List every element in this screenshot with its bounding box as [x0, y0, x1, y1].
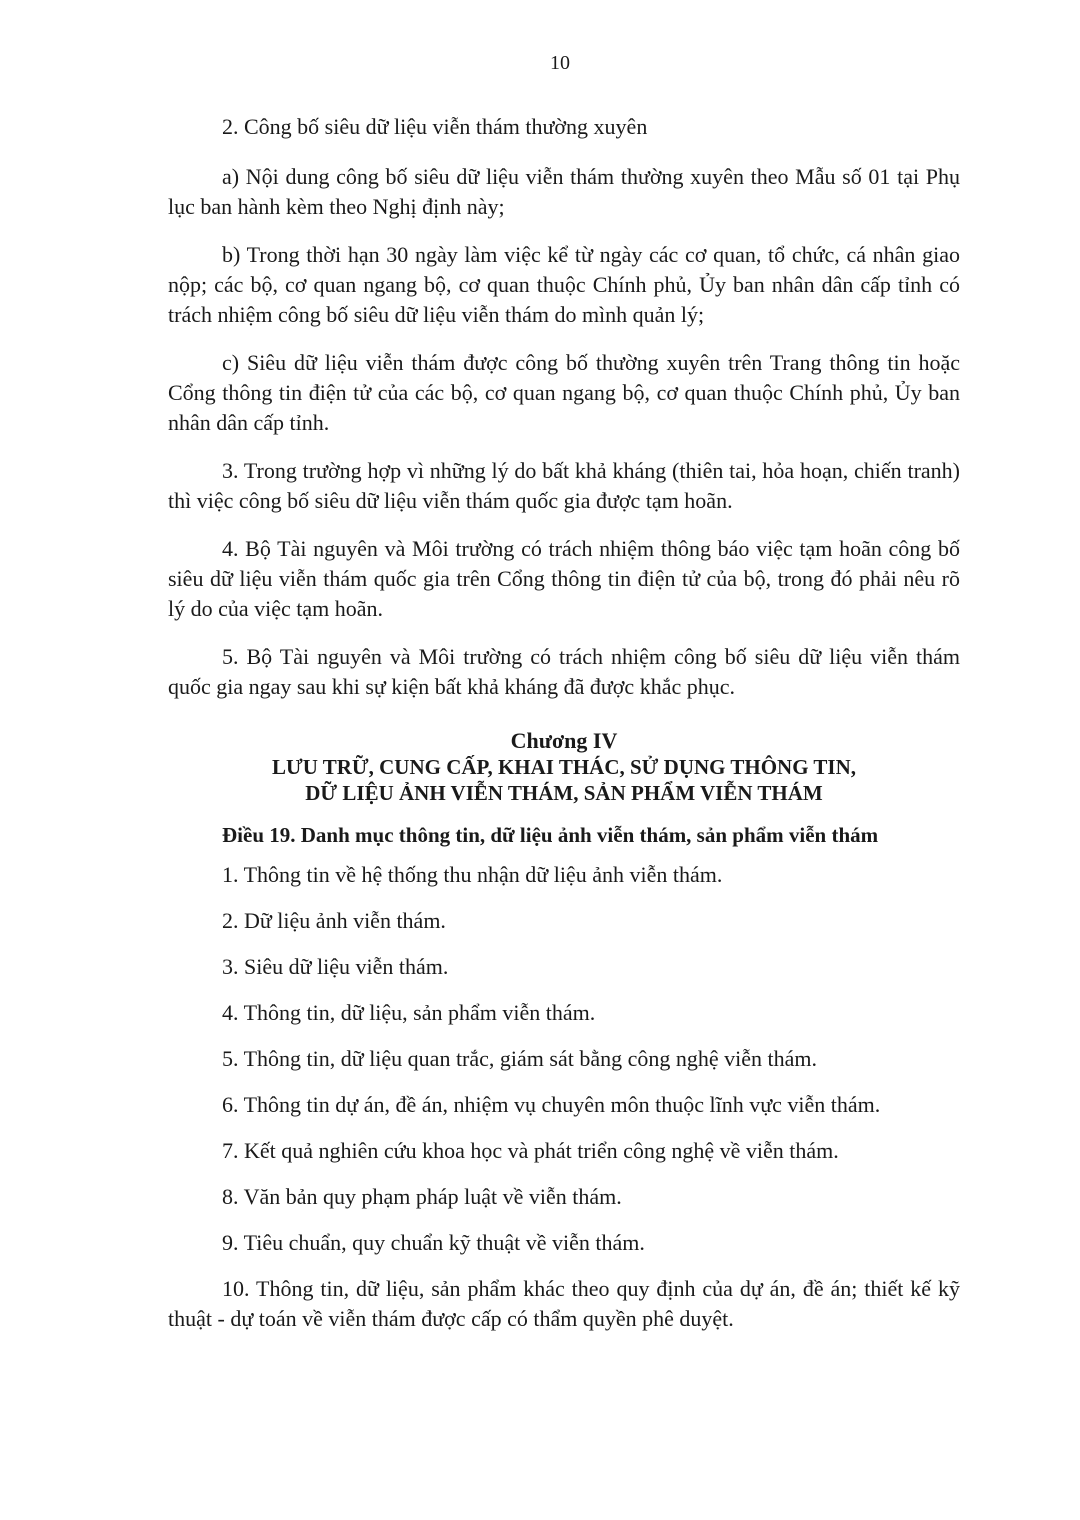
section-2-heading: 2. Công bố siêu dữ liệu viễn thám thường xuyên: [222, 114, 648, 139]
paragraph-3: 3. Trong trường hợp vì những lý do bất khả kháng (thiên tai, hỏa hoạn, chiến tranh) thì việc công bố siêu dữ liệu viễn thám quốc gia được tạm hoãn.: [168, 458, 960, 513]
document-body: [168, 112, 960, 1350]
list-item: 3. Siêu dữ liệu viễn thám.: [222, 954, 449, 979]
list-item: 7. Kết quả nghiên cứu khoa học và phát triển công nghệ về viễn thám.: [222, 1138, 839, 1163]
paragraph-c: c) Siêu dữ liệu viễn thám được công bố thường xuyên trên Trang thông tin hoặc Cổng thông tin điện tử của các bộ, cơ quan ngang bộ, cơ quan thuộc Chính phủ, Ủy ban nhân dân cấp tỉnh.: [168, 350, 960, 435]
paragraph-5: 5. Bộ Tài nguyên và Môi trường có trách nhiệm công bố siêu dữ liệu viễn thám quốc gia ngay sau khi sự kiện bất khả kháng đã được khắc phục.: [168, 644, 960, 699]
list-item: 8. Văn bản quy phạm pháp luật về viễn thám.: [222, 1184, 622, 1209]
page-number: 10: [550, 52, 570, 74]
paragraph-a: a) Nội dung công bố siêu dữ liệu viễn thám thường xuyên theo Mẫu số 01 tại Phụ lục ban hành kèm theo Nghị định này;: [168, 164, 960, 219]
list-item: 10. Thông tin, dữ liệu, sản phẩm khác theo quy định của dự án, đề án; thiết kế kỹ thuật - dự toán về viễn thám được cấp có thẩm quyền phê duyệt.: [168, 1276, 960, 1331]
list-item: 6. Thông tin dự án, đề án, nhiệm vụ chuyên môn thuộc lĩnh vực viễn thám.: [222, 1092, 881, 1117]
list-item: 1. Thông tin về hệ thống thu nhận dữ liệu ảnh viễn thám.: [222, 862, 723, 887]
chapter-label: Chương IV: [510, 728, 618, 753]
chapter-title-line-2: DỮ LIỆU ẢNH VIỄN THÁM, SẢN PHẨM VIỄN THÁM: [305, 781, 823, 805]
list-item: 9. Tiêu chuẩn, quy chuẩn kỹ thuật về viễn thám.: [222, 1230, 645, 1255]
article-19-heading: Điều 19. Danh mục thông tin, dữ liệu ảnh viễn thám, sản phẩm viễn thám: [222, 823, 879, 847]
paragraph-b: b) Trong thời hạn 30 ngày làm việc kể từ ngày các cơ quan, tổ chức, cá nhân giao nộp; các bộ, cơ quan ngang bộ, cơ quan thuộc Chính phủ, Ủy ban nhân dân cấp tỉnh có trách nhiệm công bố siêu dữ liệu viễn thám do mình quản lý;: [168, 242, 960, 327]
list-item: 4. Thông tin, dữ liệu, sản phẩm viễn thám.: [222, 1000, 596, 1025]
chapter-title-line-1: LƯU TRỮ, CUNG CẤP, KHAI THÁC, SỬ DỤNG THÔNG TIN,: [272, 755, 856, 779]
paragraph-4: 4. Bộ Tài nguyên và Môi trường có trách nhiệm thông báo việc tạm hoãn công bố siêu dữ liệu viễn thám quốc gia trên Cổng thông tin điện tử của bộ, trong đó phải nêu rõ lý do của việc tạm hoãn.: [168, 536, 960, 621]
list-item: 5. Thông tin, dữ liệu quan trắc, giám sát bằng công nghệ viễn thám.: [222, 1046, 817, 1071]
list-item: 2. Dữ liệu ảnh viễn thám.: [222, 908, 446, 933]
